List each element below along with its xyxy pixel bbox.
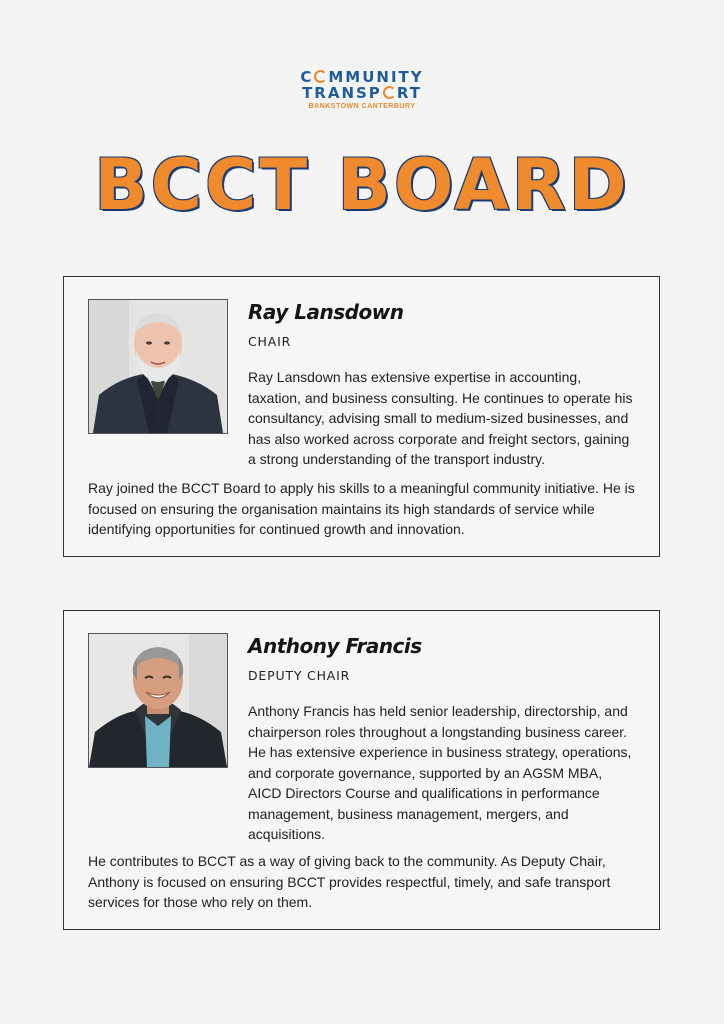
portrait-image	[89, 634, 227, 767]
member-bio-intro: Ray Lansdown has extensive expertise in accounting, taxation, and business consulting. He continues to operate his consultancy, advising small to medium-sized businesses, and has also worked across corporate and freight sectors, gaining a strong understanding of the transport industry.	[248, 369, 633, 467]
member-bio-more: He contributes to BCCT as a way of giving back to the community. As Deputy Chair, Anthony is focused on ensuring BCCT provides respectful, timely, and safe transport services for those who rely on them.	[88, 853, 611, 910]
logo-ring-icon	[383, 86, 396, 99]
logo-line-transport	[0, 86, 724, 101]
member-bio-more: Ray joined the BCCT Board to apply his skills to a meaningful community initiative. He is focused on ensuring the organisation maintains its high standards of service while identifying opportunities for continued growth and innovation.	[88, 480, 635, 537]
logo-ring-icon	[314, 70, 327, 83]
board-member-card	[63, 610, 660, 930]
logo-text: TRANSP	[302, 84, 382, 102]
logo-line-community	[0, 70, 724, 85]
member-role: CHAIR	[248, 334, 292, 349]
member-info	[248, 632, 635, 845]
member-bio-intro: Anthony Francis has held senior leadership, directorship, and chairperson roles throughout a longstanding business career. He has extensive experience in business strategy, operations, and corporate governance, supported by an AGSM MBA, AICD Directors Course and qualifications in performance management, business management, mergers, and acquisitions.	[248, 703, 632, 842]
page-title: BCCT BOARD	[94, 144, 630, 226]
member-name: Ray Lansdown	[248, 300, 404, 324]
member-photo	[88, 299, 228, 434]
logo-text: C	[300, 68, 314, 86]
member-role: DEPUTY CHAIR	[248, 668, 351, 683]
board-member-card	[63, 276, 660, 557]
portrait-image	[89, 300, 227, 433]
logo-text: RT	[396, 84, 422, 102]
member-info	[248, 298, 635, 470]
logo-subtitle: BANKSTOWN CANTERBURY	[308, 103, 416, 110]
community-transport-logo	[0, 70, 724, 110]
member-photo	[88, 633, 228, 768]
member-name: Anthony Francis	[248, 634, 422, 658]
logo-text: MMUNITY	[328, 68, 424, 86]
